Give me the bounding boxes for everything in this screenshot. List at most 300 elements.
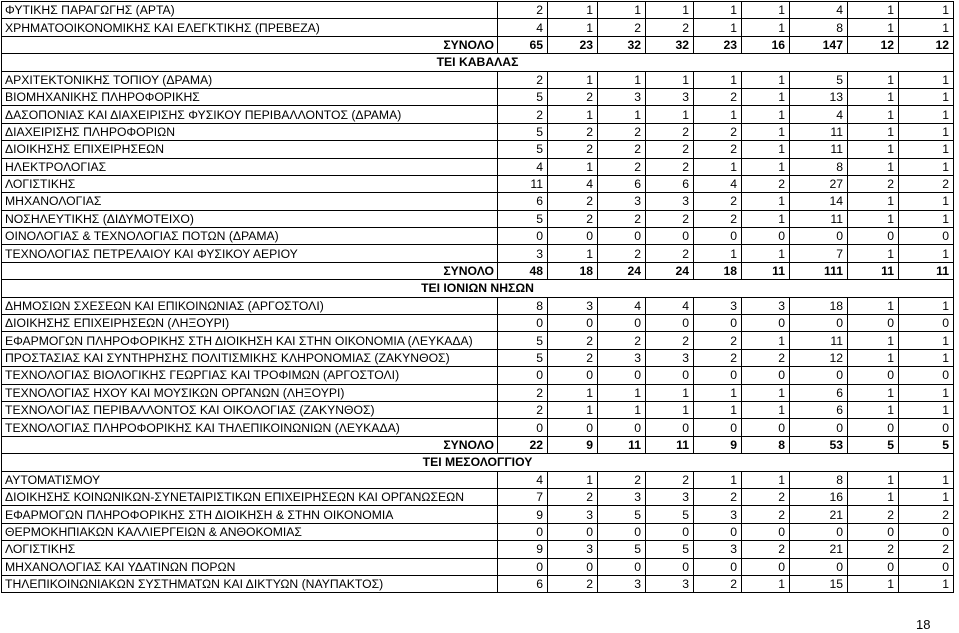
department-name: ΔΙΟΙΚΗΣΗΣ ΕΠΙΧΕΙΡΗΣΕΩΝ — [2, 141, 498, 158]
value-cell: 0 — [790, 558, 848, 575]
value-cell: 0 — [548, 367, 598, 384]
value-cell: 7 — [790, 245, 848, 262]
total-label: ΣΥΝΟΛΟ — [2, 262, 498, 279]
value-cell: 2 — [598, 158, 646, 175]
value-cell: 5 — [899, 436, 954, 453]
department-row — [2, 19, 954, 36]
department-row — [2, 384, 954, 401]
value-cell: 12 — [790, 349, 848, 366]
value-cell: 1 — [646, 401, 694, 418]
value-cell: 2 — [598, 19, 646, 36]
value-cell: 2 — [848, 506, 899, 523]
department-name: ΕΦΑΡΜΟΓΩΝ ΠΛΗΡΟΦΟΡΙΚΗΣ ΣΤΗ ΔΙΟΙΚΗΣΗ ΚΑΙ ΣΤΗΝ ΟΙΚΟΝΟΜΙΑ (ΛΕΥΚΑΔΑ) — [2, 332, 498, 349]
value-cell: 1 — [548, 384, 598, 401]
value-cell: 32 — [598, 36, 646, 53]
value-cell: 2 — [694, 123, 742, 140]
value-cell: 1 — [694, 2, 742, 19]
value-cell: 5 — [790, 71, 848, 88]
department-name: ΤΕΧΝΟΛΟΓΙΑΣ ΗΧΟΥ ΚΑΙ ΜΟΥΣΙΚΩΝ ΟΡΓΑΝΩΝ (ΛΗΞΟΥΡΙ) — [2, 384, 498, 401]
value-cell: 0 — [790, 367, 848, 384]
value-cell: 0 — [790, 419, 848, 436]
value-cell: 0 — [742, 315, 790, 332]
value-cell: 0 — [598, 558, 646, 575]
value-cell: 5 — [498, 210, 548, 227]
value-cell: 1 — [742, 210, 790, 227]
value-cell: 1 — [548, 245, 598, 262]
value-cell: 1 — [848, 384, 899, 401]
value-cell: 11 — [790, 123, 848, 140]
institution-name: ΤΕΙ ΚΑΒΑΛΑΣ — [2, 54, 954, 71]
value-cell: 2 — [694, 193, 742, 210]
value-cell: 3 — [694, 297, 742, 314]
value-cell: 23 — [548, 36, 598, 53]
value-cell: 1 — [694, 106, 742, 123]
value-cell: 2 — [548, 210, 598, 227]
department-row — [2, 575, 954, 592]
value-cell: 1 — [899, 297, 954, 314]
value-cell: 0 — [548, 228, 598, 245]
value-cell: 2 — [548, 88, 598, 105]
value-cell: 1 — [694, 19, 742, 36]
value-cell: 2 — [899, 541, 954, 558]
value-cell: 5 — [498, 349, 548, 366]
value-cell: 1 — [899, 106, 954, 123]
department-row — [2, 367, 954, 384]
value-cell: 0 — [548, 523, 598, 540]
value-cell: 2 — [848, 541, 899, 558]
value-cell: 23 — [694, 36, 742, 53]
value-cell: 1 — [899, 123, 954, 140]
value-cell: 1 — [548, 19, 598, 36]
department-name: ΔΑΣΟΠΟΝΙΑΣ ΚΑΙ ΔΙΑΧΕΙΡΙΣΗΣ ΦΥΣΙΚΟΥ ΠΕΡΙΒΑΛΛΟΝΤΟΣ (ΔΡΑΜΑ) — [2, 106, 498, 123]
value-cell: 0 — [742, 523, 790, 540]
value-cell: 1 — [694, 401, 742, 418]
value-cell: 0 — [899, 523, 954, 540]
department-row — [2, 2, 954, 19]
value-cell: 2 — [742, 541, 790, 558]
value-cell: 1 — [848, 88, 899, 105]
total-row — [2, 262, 954, 279]
department-name: ΤΕΧΝΟΛΟΓΙΑΣ ΠΛΗΡΟΦΟΡΙΚΗΣ ΚΑΙ ΤΗΛΕΠΙΚΟΙΝΩΝΙΩΝ (ΛΕΥΚΑΔΑ) — [2, 419, 498, 436]
value-cell: 0 — [899, 315, 954, 332]
department-name: ΠΡΟΣΤΑΣΙΑΣ ΚΑΙ ΣΥΝΤΗΡΗΣΗΣ ΠΟΛΙΤΙΣΜΙΚΗΣ ΚΛΗΡΟΝΟΜΙΑΣ (ΖΑΚΥΝΘΟΣ) — [2, 349, 498, 366]
value-cell: 0 — [742, 558, 790, 575]
value-cell: 1 — [742, 158, 790, 175]
value-cell: 11 — [790, 332, 848, 349]
value-cell: 1 — [742, 332, 790, 349]
value-cell: 4 — [498, 19, 548, 36]
value-cell: 24 — [598, 262, 646, 279]
department-name: ΛΟΓΙΣΤΙΚΗΣ — [2, 541, 498, 558]
value-cell: 0 — [598, 228, 646, 245]
value-cell: 2 — [548, 332, 598, 349]
value-cell: 0 — [742, 367, 790, 384]
department-row — [2, 558, 954, 575]
value-cell: 1 — [548, 471, 598, 488]
value-cell: 1 — [598, 2, 646, 19]
value-cell: 2 — [742, 175, 790, 192]
value-cell: 12 — [899, 36, 954, 53]
value-cell: 1 — [742, 106, 790, 123]
table-body — [2, 2, 954, 593]
value-cell: 111 — [790, 262, 848, 279]
value-cell: 1 — [848, 158, 899, 175]
value-cell: 3 — [646, 349, 694, 366]
value-cell: 8 — [790, 158, 848, 175]
value-cell: 1 — [848, 488, 899, 505]
value-cell: 11 — [598, 436, 646, 453]
value-cell: 1 — [899, 401, 954, 418]
value-cell: 1 — [899, 158, 954, 175]
value-cell: 1 — [848, 210, 899, 227]
value-cell: 1 — [848, 19, 899, 36]
value-cell: 2 — [598, 245, 646, 262]
department-row — [2, 297, 954, 314]
value-cell: 2 — [598, 141, 646, 158]
value-cell: 2 — [694, 141, 742, 158]
value-cell: 1 — [899, 210, 954, 227]
value-cell: 27 — [790, 175, 848, 192]
institution-header-row — [2, 280, 954, 297]
value-cell: 16 — [790, 488, 848, 505]
value-cell: 5 — [498, 88, 548, 105]
value-cell: 2 — [598, 471, 646, 488]
value-cell: 18 — [694, 262, 742, 279]
value-cell: 0 — [790, 315, 848, 332]
value-cell: 0 — [498, 315, 548, 332]
value-cell: 0 — [899, 228, 954, 245]
value-cell: 3 — [548, 506, 598, 523]
value-cell: 0 — [498, 523, 548, 540]
value-cell: 0 — [899, 419, 954, 436]
value-cell: 14 — [790, 193, 848, 210]
department-name: ΤΕΧΝΟΛΟΓΙΑΣ ΒΙΟΛΟΓΙΚΗΣ ΓΕΩΡΓΙΑΣ ΚΑΙ ΤΡΟΦΙΜΩΝ (ΑΡΓΟΣΤΟΛΙ) — [2, 367, 498, 384]
value-cell: 2 — [548, 123, 598, 140]
value-cell: 3 — [694, 506, 742, 523]
value-cell: 1 — [848, 297, 899, 314]
institution-name: ΤΕΙ ΜΕΣΟΛΟΓΓΙΟΥ — [2, 454, 954, 471]
value-cell: 2 — [598, 332, 646, 349]
value-cell: 1 — [848, 245, 899, 262]
value-cell: 2 — [498, 401, 548, 418]
value-cell: 0 — [548, 419, 598, 436]
value-cell: 9 — [498, 506, 548, 523]
value-cell: 0 — [899, 558, 954, 575]
value-cell: 1 — [899, 2, 954, 19]
value-cell: 3 — [598, 575, 646, 592]
value-cell: 3 — [598, 349, 646, 366]
value-cell: 0 — [598, 315, 646, 332]
value-cell: 11 — [742, 262, 790, 279]
department-row — [2, 106, 954, 123]
value-cell: 1 — [742, 193, 790, 210]
value-cell: 1 — [742, 245, 790, 262]
value-cell: 4 — [498, 158, 548, 175]
department-row — [2, 193, 954, 210]
value-cell: 1 — [646, 106, 694, 123]
institution-header-row — [2, 454, 954, 471]
department-name: ΔΙΟΙΚΗΣΗΣ ΚΟΙΝΩΝΙΚΩΝ-ΣΥΝΕΤΑΙΡΙΣΤΙΚΩΝ ΕΠΙΧΕΙΡΗΣΕΩΝ ΚΑΙ ΟΡΓΑΝΩΣΕΩΝ — [2, 488, 498, 505]
value-cell: 12 — [848, 36, 899, 53]
department-row — [2, 158, 954, 175]
value-cell: 0 — [848, 558, 899, 575]
value-cell: 1 — [742, 88, 790, 105]
value-cell: 32 — [646, 36, 694, 53]
value-cell: 15 — [790, 575, 848, 592]
value-cell: 2 — [646, 245, 694, 262]
value-cell: 2 — [646, 141, 694, 158]
value-cell: 9 — [548, 436, 598, 453]
value-cell: 2 — [694, 349, 742, 366]
value-cell: 0 — [646, 315, 694, 332]
value-cell: 147 — [790, 36, 848, 53]
total-label: ΣΥΝΟΛΟ — [2, 436, 498, 453]
value-cell: 1 — [742, 141, 790, 158]
department-row — [2, 523, 954, 540]
value-cell: 8 — [742, 436, 790, 453]
value-cell: 1 — [548, 158, 598, 175]
department-row — [2, 332, 954, 349]
value-cell: 2 — [646, 471, 694, 488]
value-cell: 1 — [899, 245, 954, 262]
value-cell: 0 — [694, 523, 742, 540]
value-cell: 11 — [848, 262, 899, 279]
department-row — [2, 141, 954, 158]
value-cell: 24 — [646, 262, 694, 279]
value-cell: 48 — [498, 262, 548, 279]
value-cell: 9 — [694, 436, 742, 453]
department-row — [2, 123, 954, 140]
value-cell: 0 — [848, 523, 899, 540]
value-cell: 1 — [848, 141, 899, 158]
value-cell: 18 — [790, 297, 848, 314]
value-cell: 5 — [848, 436, 899, 453]
value-cell: 6 — [646, 175, 694, 192]
value-cell: 1 — [548, 106, 598, 123]
value-cell: 2 — [646, 210, 694, 227]
value-cell: 7 — [498, 488, 548, 505]
value-cell: 16 — [742, 36, 790, 53]
value-cell: 11 — [790, 141, 848, 158]
value-cell: 6 — [790, 401, 848, 418]
value-cell: 2 — [598, 123, 646, 140]
department-row — [2, 488, 954, 505]
value-cell: 0 — [848, 367, 899, 384]
value-cell: 4 — [498, 471, 548, 488]
value-cell: 0 — [899, 367, 954, 384]
department-name: ΔΙΑΧΕΙΡΙΣΗΣ ΠΛΗΡΟΦΟΡΙΩΝ — [2, 123, 498, 140]
value-cell: 2 — [694, 88, 742, 105]
value-cell: 1 — [694, 158, 742, 175]
value-cell: 1 — [742, 71, 790, 88]
value-cell: 11 — [790, 210, 848, 227]
value-cell: 2 — [498, 2, 548, 19]
page-number: 18 — [916, 617, 931, 632]
value-cell: 1 — [646, 71, 694, 88]
value-cell: 1 — [848, 71, 899, 88]
value-cell: 2 — [548, 488, 598, 505]
value-cell: 2 — [548, 349, 598, 366]
value-cell: 1 — [848, 332, 899, 349]
department-row — [2, 315, 954, 332]
value-cell: 1 — [899, 19, 954, 36]
value-cell: 0 — [790, 228, 848, 245]
value-cell: 1 — [694, 71, 742, 88]
value-cell: 2 — [498, 71, 548, 88]
department-name: ΟΙΝΟΛΟΓΙΑΣ & ΤΕΧΝΟΛΟΓΙΑΣ ΠΟΤΩΝ (ΔΡΑΜΑ) — [2, 228, 498, 245]
value-cell: 2 — [899, 175, 954, 192]
value-cell: 3 — [598, 88, 646, 105]
department-row — [2, 88, 954, 105]
value-cell: 8 — [790, 19, 848, 36]
department-name: ΛΟΓΙΣΤΙΚΗΣ — [2, 175, 498, 192]
value-cell: 1 — [742, 575, 790, 592]
total-label: ΣΥΝΟΛΟ — [2, 36, 498, 53]
value-cell: 3 — [646, 88, 694, 105]
value-cell: 5 — [598, 506, 646, 523]
value-cell: 8 — [790, 471, 848, 488]
value-cell: 13 — [790, 88, 848, 105]
value-cell: 0 — [694, 228, 742, 245]
value-cell: 6 — [598, 175, 646, 192]
value-cell: 1 — [598, 384, 646, 401]
department-name: ΔΙΟΙΚΗΣΗΣ ΕΠΙΧΕΙΡΗΣΕΩΝ (ΛΗΞΟΥΡΙ) — [2, 315, 498, 332]
department-row — [2, 419, 954, 436]
value-cell: 1 — [742, 123, 790, 140]
value-cell: 2 — [498, 106, 548, 123]
value-cell: 0 — [646, 558, 694, 575]
value-cell: 1 — [899, 332, 954, 349]
value-cell: 1 — [598, 106, 646, 123]
value-cell: 1 — [899, 71, 954, 88]
value-cell: 2 — [694, 575, 742, 592]
value-cell: 1 — [694, 471, 742, 488]
value-cell: 4 — [694, 175, 742, 192]
value-cell: 5 — [646, 506, 694, 523]
value-cell: 1 — [548, 71, 598, 88]
value-cell: 3 — [694, 541, 742, 558]
department-name: ΜΗΧΑΝΟΛΟΓΙΑΣ — [2, 193, 498, 210]
value-cell: 1 — [694, 245, 742, 262]
value-cell: 6 — [790, 384, 848, 401]
value-cell: 2 — [548, 141, 598, 158]
value-cell: 1 — [646, 2, 694, 19]
institution-header-row — [2, 54, 954, 71]
value-cell: 1 — [598, 401, 646, 418]
value-cell: 18 — [548, 262, 598, 279]
value-cell: 5 — [498, 141, 548, 158]
value-cell: 1 — [899, 471, 954, 488]
value-cell: 3 — [742, 297, 790, 314]
value-cell: 11 — [646, 436, 694, 453]
value-cell: 1 — [848, 575, 899, 592]
value-cell: 1 — [742, 2, 790, 19]
value-cell: 1 — [742, 471, 790, 488]
value-cell: 8 — [498, 297, 548, 314]
value-cell: 11 — [498, 175, 548, 192]
value-cell: 2 — [848, 175, 899, 192]
total-row — [2, 436, 954, 453]
value-cell: 1 — [899, 349, 954, 366]
department-name: ΧΡΗΜΑΤΟΟΙΚΟΝΟΜΙΚΗΣ ΚΑΙ ΕΛΕΓΚΤΙΚΗΣ (ΠΡΕΒΕΖΑ) — [2, 19, 498, 36]
value-cell: 3 — [548, 541, 598, 558]
value-cell: 1 — [899, 88, 954, 105]
institution-name: ΤΕΙ ΙΟΝΙΩΝ ΝΗΣΩΝ — [2, 280, 954, 297]
value-cell: 0 — [848, 228, 899, 245]
value-cell: 1 — [694, 384, 742, 401]
value-cell: 0 — [694, 419, 742, 436]
department-name: ΤΗΛΕΠΙΚΟΙΝΩΝΙΑΚΩΝ ΣΥΣΤΗΜΑΤΩΝ ΚΑΙ ΔΙΚΤΥΩΝ (ΝΑΥΠΑΚΤΟΣ) — [2, 575, 498, 592]
value-cell: 2 — [694, 332, 742, 349]
department-name: ΦΥΤΙΚΗΣ ΠΑΡΑΓΩΓΗΣ (ΑΡΤΑ) — [2, 2, 498, 19]
value-cell: 2 — [646, 123, 694, 140]
value-cell: 2 — [548, 575, 598, 592]
value-cell: 1 — [899, 384, 954, 401]
department-row — [2, 471, 954, 488]
value-cell: 1 — [742, 384, 790, 401]
department-row — [2, 541, 954, 558]
value-cell: 3 — [646, 488, 694, 505]
department-row — [2, 228, 954, 245]
value-cell: 22 — [498, 436, 548, 453]
value-cell: 1 — [848, 2, 899, 19]
value-cell: 0 — [646, 228, 694, 245]
department-name: ΘΕΡΜΟΚΗΠΙΑΚΩΝ ΚΑΛΛΙΕΡΓΕΙΩΝ & ΑΝΘΟΚΟΜΙΑΣ — [2, 523, 498, 540]
value-cell: 3 — [498, 245, 548, 262]
allocation-table — [1, 1, 954, 593]
value-cell: 0 — [646, 419, 694, 436]
department-row — [2, 401, 954, 418]
value-cell: 0 — [498, 419, 548, 436]
value-cell: 0 — [548, 558, 598, 575]
value-cell: 0 — [694, 558, 742, 575]
department-name: ΝΟΣΗΛΕΥΤΙΚΗΣ (ΔΙΔΥΜΟΤΕΙΧΟ) — [2, 210, 498, 227]
value-cell: 21 — [790, 506, 848, 523]
total-row — [2, 36, 954, 53]
department-name: ΤΕΧΝΟΛΟΓΙΑΣ ΠΕΡΙΒΑΛΛΟΝΤΟΣ ΚΑΙ ΟΙΚΟΛΟΓΙΑΣ (ΖΑΚΥΝΘΟΣ) — [2, 401, 498, 418]
value-cell: 5 — [498, 332, 548, 349]
department-row — [2, 506, 954, 523]
value-cell: 2 — [548, 193, 598, 210]
value-cell: 4 — [790, 106, 848, 123]
value-cell: 6 — [498, 193, 548, 210]
value-cell: 2 — [899, 506, 954, 523]
value-cell: 4 — [790, 2, 848, 19]
value-cell: 0 — [848, 419, 899, 436]
value-cell: 0 — [598, 419, 646, 436]
department-row — [2, 245, 954, 262]
value-cell: 1 — [848, 123, 899, 140]
value-cell: 2 — [646, 158, 694, 175]
value-cell: 2 — [646, 19, 694, 36]
value-cell: 0 — [848, 315, 899, 332]
value-cell: 0 — [598, 367, 646, 384]
value-cell: 3 — [646, 575, 694, 592]
value-cell: 1 — [548, 401, 598, 418]
value-cell: 2 — [742, 488, 790, 505]
value-cell: 0 — [548, 315, 598, 332]
value-cell: 1 — [646, 384, 694, 401]
value-cell: 3 — [646, 193, 694, 210]
department-row — [2, 210, 954, 227]
value-cell: 1 — [848, 106, 899, 123]
department-name: ΒΙΟΜΗΧΑΝΙΚΗΣ ΠΛΗΡΟΦΟΡΙΚΗΣ — [2, 88, 498, 105]
department-name: ΕΦΑΡΜΟΓΩΝ ΠΛΗΡΟΦΟΡΙΚΗΣ ΣΤΗ ΔΙΟΙΚΗΣΗ & ΣΤΗΝ ΟΙΚΟΝΟΜΙΑ — [2, 506, 498, 523]
value-cell: 21 — [790, 541, 848, 558]
department-name: ΗΛΕΚΤΡΟΛΟΓΙΑΣ — [2, 158, 498, 175]
value-cell: 4 — [646, 297, 694, 314]
value-cell: 3 — [598, 193, 646, 210]
